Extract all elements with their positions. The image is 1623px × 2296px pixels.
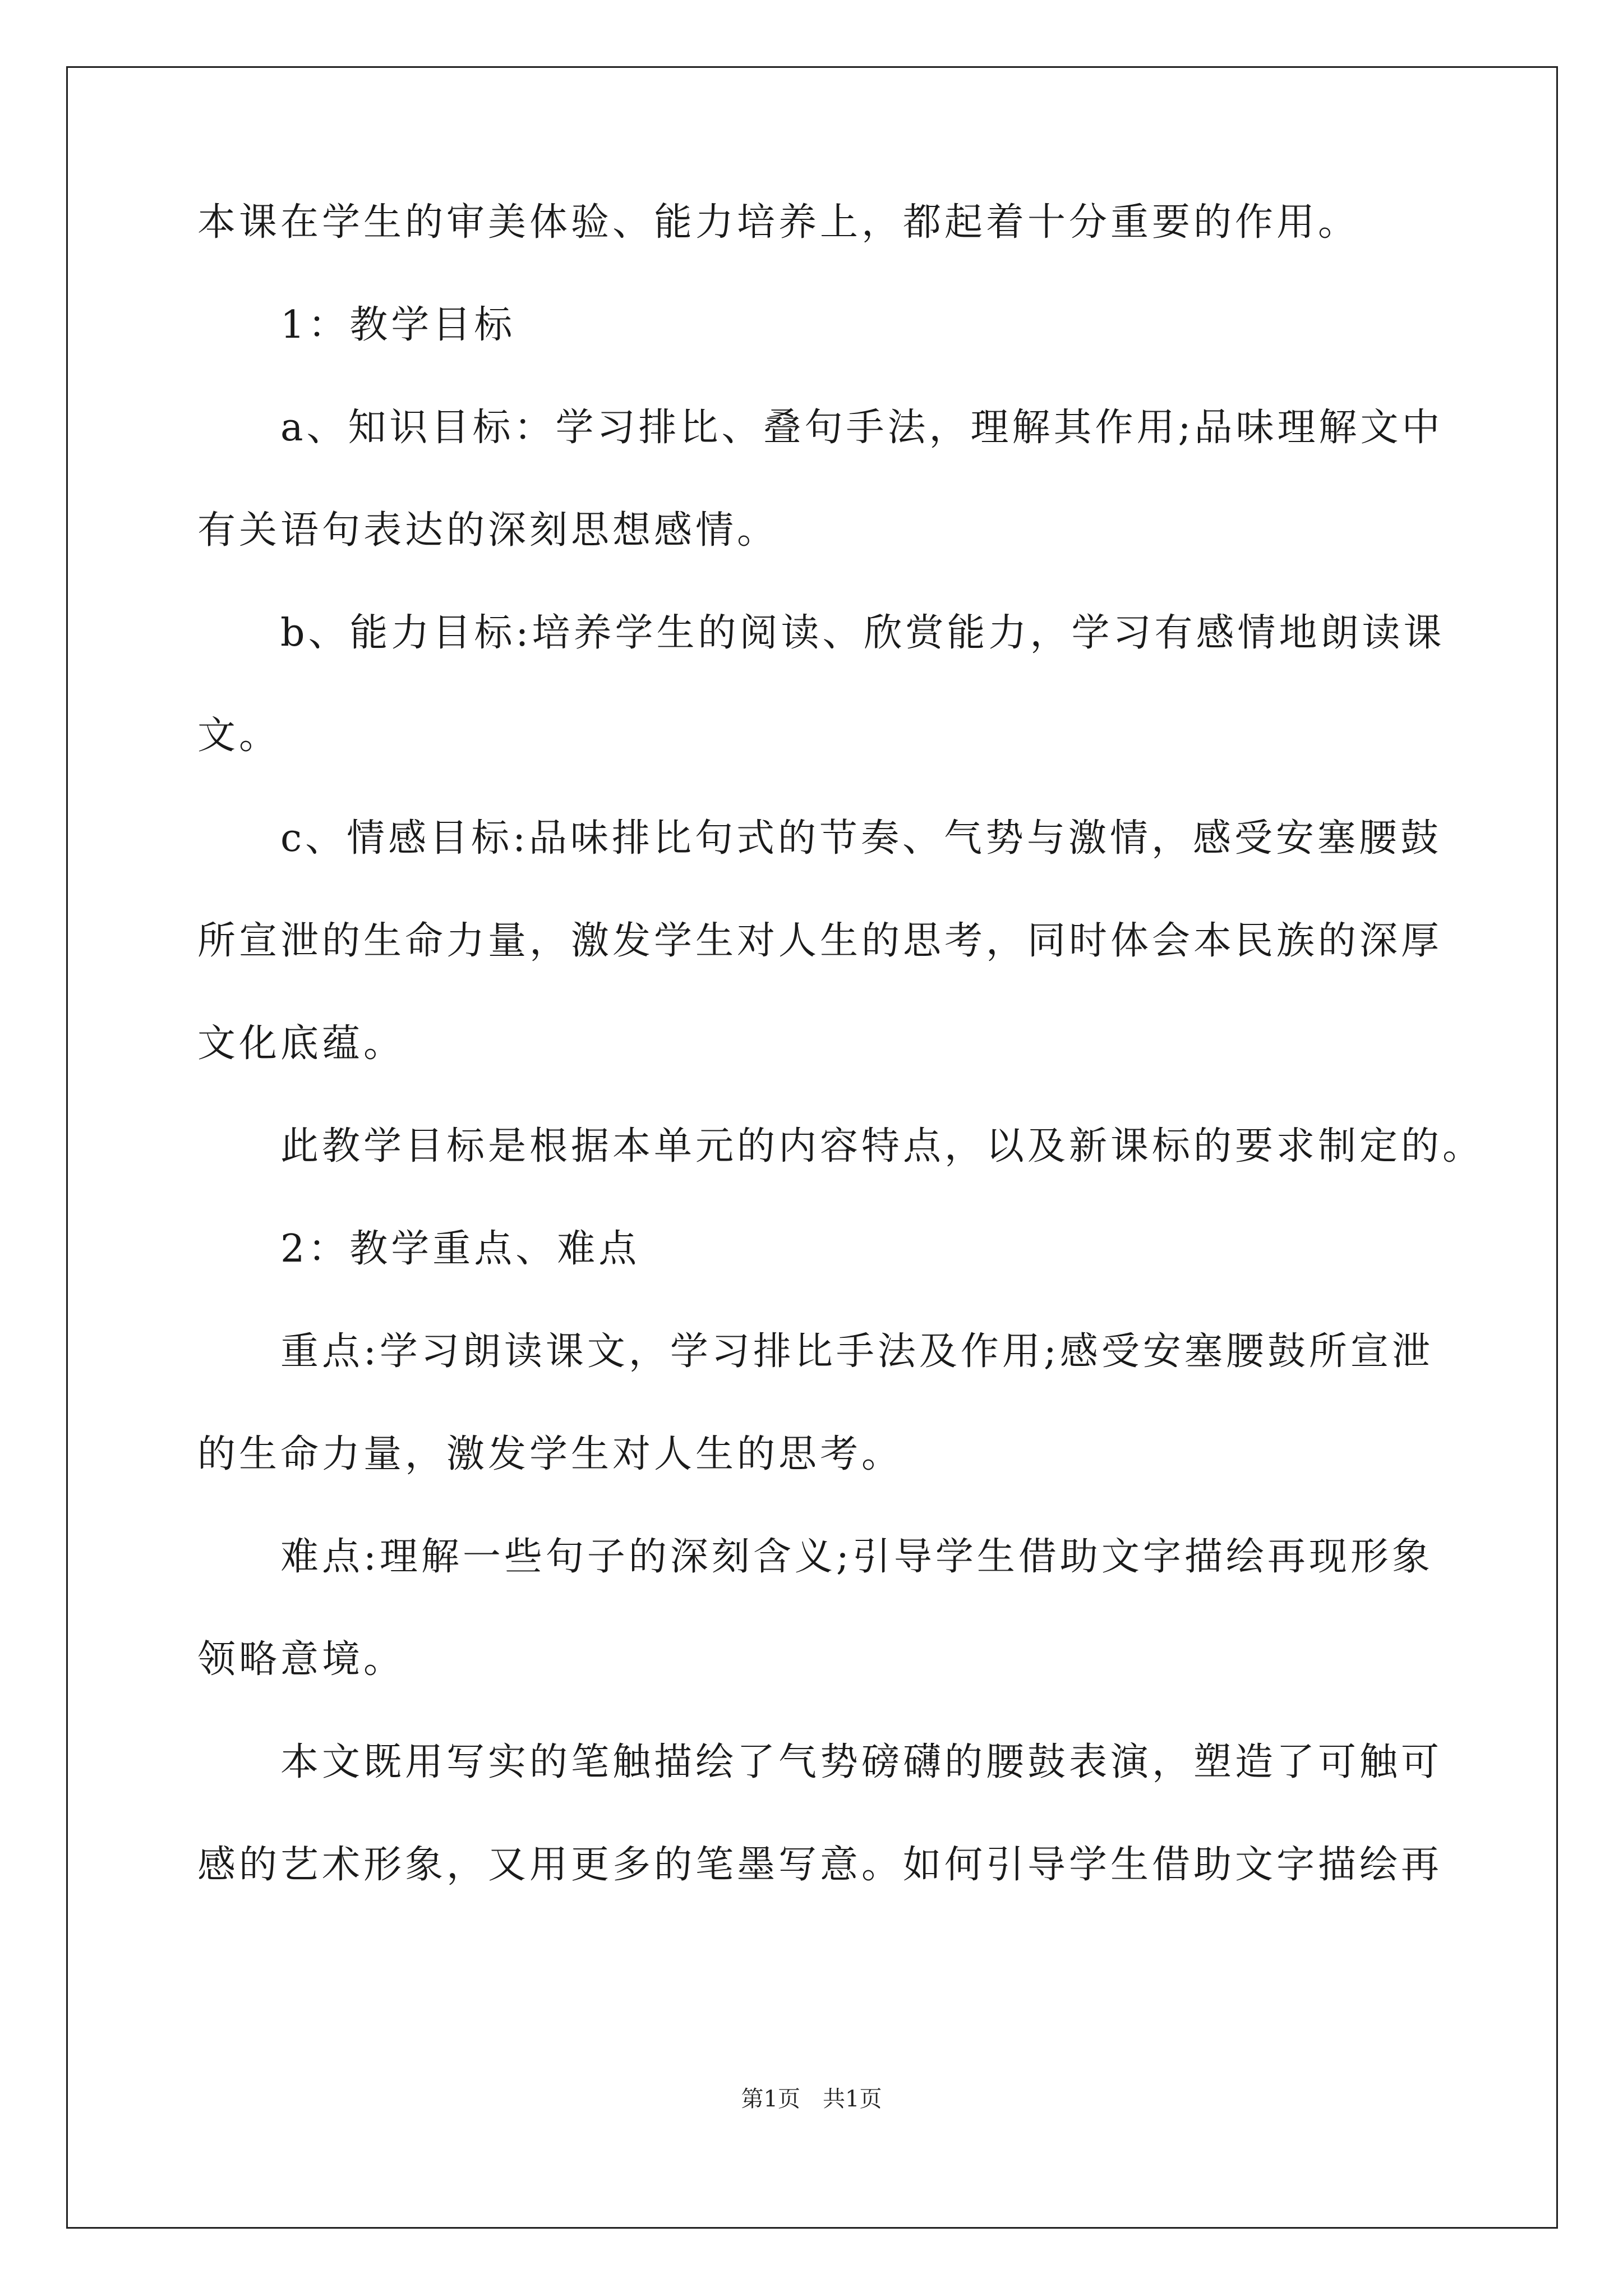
text-line: 文化底蕴。 [197,1022,405,1066]
text-line: c、情感目标:品味排比句式的节奏、气势与激情，感受安塞腰鼓 [280,816,1442,861]
section-heading: 1：教学目标 [280,303,516,347]
text-line: 文。 [197,714,281,758]
text-line: b、能力目标:培养学生的阅读、欣赏能力，学习有感情地朗读课 [280,611,1445,655]
text-line: a、知识目标：学习排比、叠句手法，理解其作用;品味理解文中 [280,406,1444,450]
page-number-footer: 第1页 共1页 [741,2086,882,2112]
text-line: 本文既用写实的笔触描绘了气势磅礴的腰鼓表演，塑造了可触可 [280,1740,1443,1784]
text-line: 领略意境。 [197,1637,405,1682]
text-line: 本课在学生的审美体验、能力培养上，都起着十分重要的作用。 [197,200,1360,245]
text-line: 所宣泄的生命力量，激发学生对人生的思考，同时体会本民族的深厚 [197,919,1443,963]
text-line: 感的艺术形象，又用更多的笔墨写意。如何引导学生借助文字描绘再 [197,1843,1443,1887]
text-line: 重点:学习朗读课文，学习排比手法及作用;感受安塞腰鼓所宣泄 [280,1329,1433,1374]
text-line: 此教学目标是根据本单元的内容特点，以及新课标的要求制定的。 [280,1124,1484,1168]
text-line: 有关语句表达的深刻思想感情。 [197,508,779,553]
text-line: 的生命力量，激发学生对人生的思考。 [197,1432,903,1476]
section-heading: 2：教学重点、难点 [280,1227,640,1271]
text-line: 难点:理解一些句子的深刻含义;引导学生借助文字描绘再现形象 [280,1535,1433,1579]
